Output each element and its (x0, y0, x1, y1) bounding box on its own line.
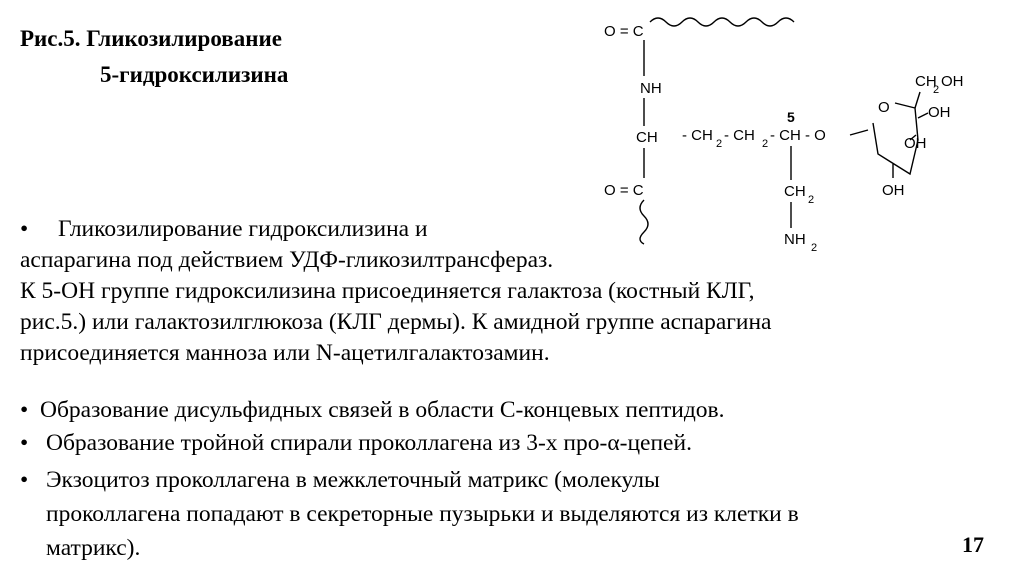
formula-sub-2b: 2 (762, 138, 769, 150)
formula-bond-o-ring (850, 130, 868, 135)
formula-wavy-bottom (640, 200, 648, 244)
bullet-first: • (20, 216, 29, 242)
formula-o-eq-c-bottom: O = C (604, 182, 644, 199)
figure-title-line-1: Рис.5. Гликозилирование (20, 26, 282, 51)
formula-wavy-top (650, 18, 794, 26)
formula-oh-1: OH (928, 104, 951, 121)
bullet-item-1: • (20, 397, 29, 423)
formula-sub-2c: 2 (808, 194, 815, 206)
formula-sub-2e: 2 (933, 84, 940, 96)
formula-ring-ch2oh-suffix: OH (941, 73, 964, 90)
formula-chain-ch2-1: - CH (682, 127, 713, 144)
list-item-3-line-1: Экзоцитоз проколлагена в межклеточный матрикс (молекулы (46, 467, 660, 493)
list-item-3-line-2: проколлагена попадают в секреторные пузырьки и выделяются из клетки в (46, 501, 799, 527)
p2-line-2: рис.5.) или галактозилглюкоза (КЛГ дермы). К амидной группе аспарагина (20, 309, 772, 335)
bullet-item-2: • (20, 430, 29, 456)
p2-line-3: присоединяется манноза или N-ацетилгалактозамин. (20, 340, 550, 366)
p1-line-2: аспарагина под действием УДФ-гликозилтрансфераз. (20, 247, 554, 273)
formula-side-nh2: NH (784, 231, 806, 248)
p1-line-1: Гликозилирование гидроксилизина и (58, 216, 428, 242)
bullet-item-3: • (20, 467, 29, 493)
formula-ring-ch2oh: CH (915, 73, 937, 90)
formula-bond-ring-oh1 (918, 113, 928, 118)
formula-sub-2a: 2 (716, 138, 723, 150)
formula-o-eq-c-top: O = C (604, 23, 644, 40)
formula-chain-ch-o: - CH - O (770, 127, 826, 144)
page-number: 17 (962, 532, 984, 557)
formula-bond-ring-ch2oh (915, 92, 920, 108)
p2-line-1: К 5-ОН группе гидроксилизина присоединяется галактоза (костный КЛГ, (20, 278, 755, 304)
formula-position-5: 5 (787, 109, 795, 125)
figure-title-line-2: 5-гидроксилизина (100, 62, 289, 87)
formula-oh-2: OH (904, 135, 927, 152)
glycosylated-hydroxylysine-structure (590, 0, 1024, 260)
formula-side-ch2: CH (784, 183, 806, 200)
formula-oh-3: OH (882, 182, 905, 199)
formula-nh: NH (640, 80, 662, 97)
formula-sub-2d: 2 (811, 242, 818, 254)
list-item-1: Образование дисульфидных связей в области С-концевых пептидов. (40, 397, 725, 423)
list-item-2: Образование тройной спирали проколлагена из 3-х про-α-цепей. (46, 430, 692, 456)
formula-chain-ch2-2: - CH (724, 127, 755, 144)
formula-ch: CH (636, 129, 658, 146)
list-item-3-line-3: матрикс). (46, 535, 141, 561)
formula-ring-o: O (878, 99, 890, 116)
